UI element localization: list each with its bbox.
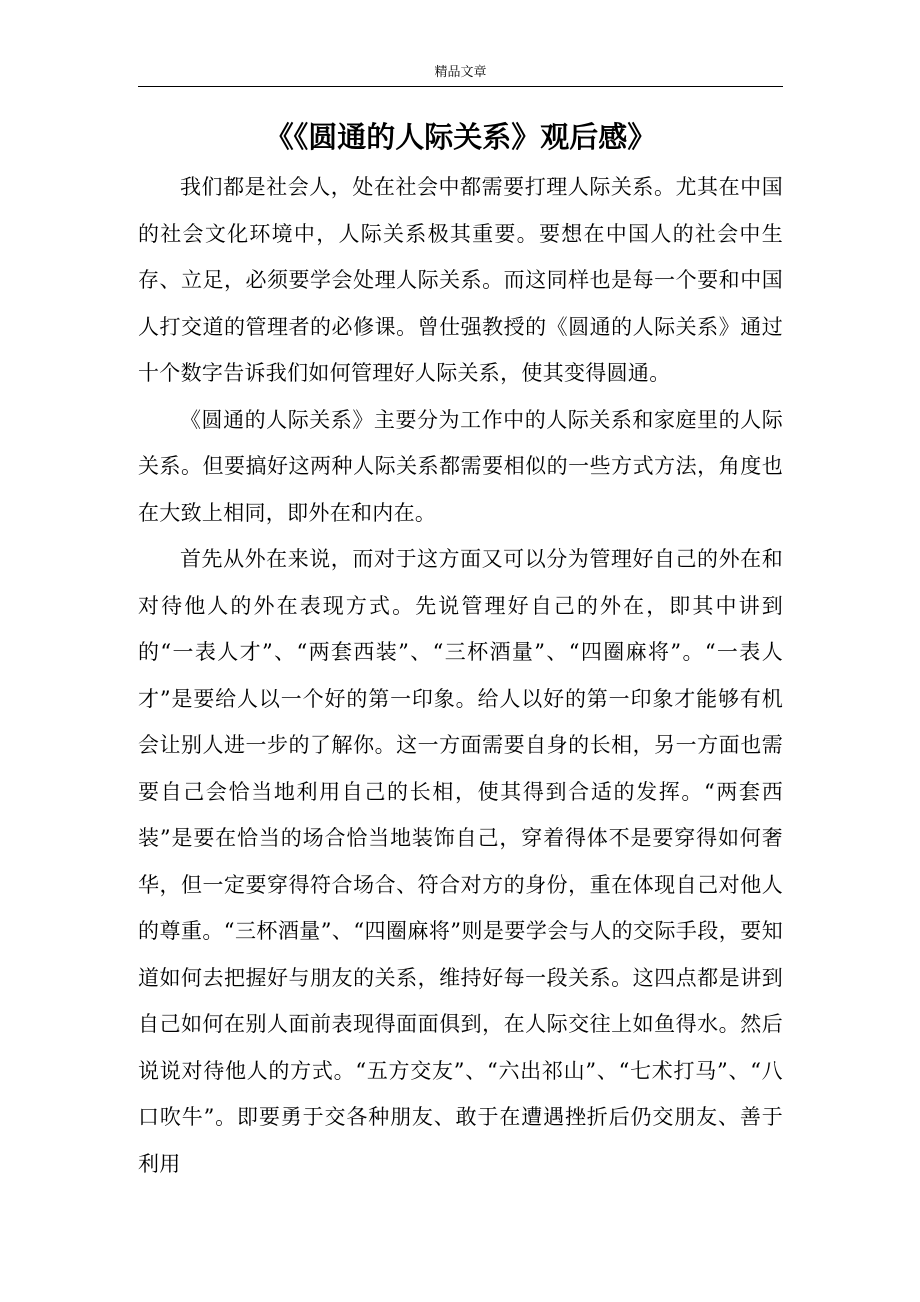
paragraph-1: 我们都是社会人，处在社会中都需要打理人际关系。尤其在中国的社会文化环境中，人际关系极其重要。要想在中国人的社会中生存、立足，必须要学会处理人际关系。而这同样也是每一个要和中国人打交道的管理者的必修课。曾仕强教授的《圆通的人际关系》通过十个数字告诉我们如何管理好人际关系，使其变得圆通。 <box>138 175 783 385</box>
paragraph-2: 《圆通的人际关系》主要分为工作中的人际关系和家庭里的人际关系。但要搞好这两种人际关系都需要相似的一些方式方法，角度也在大致上相同，即外在和内在。 <box>138 407 783 525</box>
paragraph-3: 首先从外在来说，而对于这方面又可以分为管理好自己的外在和对待他人的外在表现方式。先说管理好自己的外在，即其中讲到的“一表人才”、“两套西装”、“三杯酒量”、“四圈麻将”。“一表人才”是要给人以一个好的第一印象。给人以好的第一印象才能够有机会让别人进一步的了解你。这一方面需要自身的长相，另一方面也需要自己会恰当地利用自己的长相，使其得到合适的发挥。“两套西装”是要在恰当的场合恰当地装饰自己，穿着得体不是要穿得如何奢华，但一定要穿得符合场合、符合对方的身份，重在体现自己对他人的尊重。“三杯酒量”、“四圈麻将”则是要学会与人的交际手段，要知道如何去把握好与朋友的关系，维持好每一段关系。这四点都是讲到自己如何在别人面前表现得面面俱到，在人际交往上如鱼得水。然后说说对待他人的方式。“五方交友”、“六出祁山”、“七术打马”、“八口吹牛”。即要勇于交各种朋友、敢于在遭遇挫折后仍交朋友、善于利用 <box>138 547 783 1176</box>
document-body <box>138 164 783 1187</box>
header-label: 精品文章 <box>434 65 487 80</box>
document-title: 《《圆通的人际关系》观后感》 <box>264 120 657 154</box>
page-header <box>138 62 783 87</box>
